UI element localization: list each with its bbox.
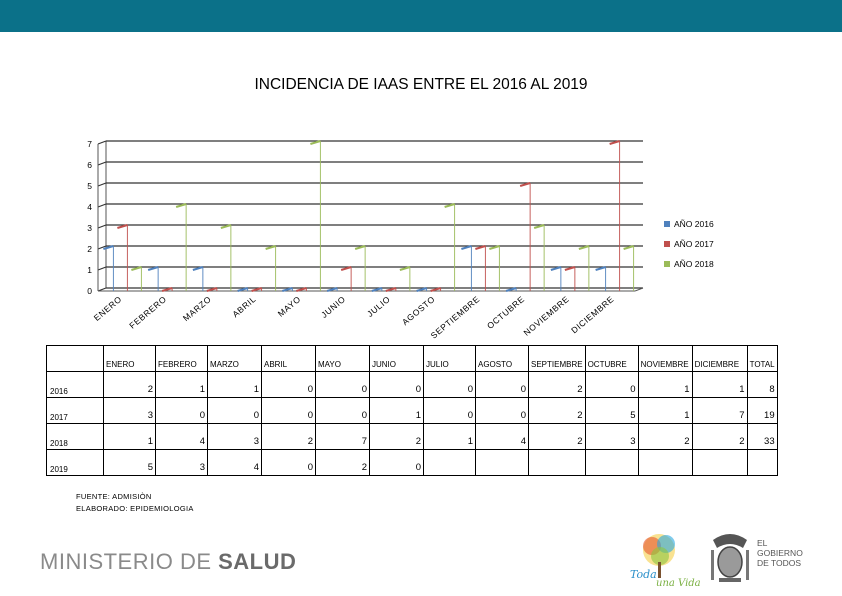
table-header-cell: AGOSTO	[476, 346, 529, 372]
table-cell: 1	[692, 372, 747, 398]
table-cell: 2	[370, 424, 424, 450]
x-tick-label: DICIEMBRE	[569, 293, 616, 336]
table-header-cell: OCTUBRE	[585, 346, 638, 372]
table-row	[47, 450, 778, 476]
y-tick-label: 7	[87, 139, 92, 149]
table-row	[47, 372, 778, 398]
y-tick-label: 0	[87, 286, 92, 296]
table-cell: 2	[316, 450, 370, 476]
table-header-cell: ABRIL	[262, 346, 316, 372]
y-tick-label: 2	[87, 244, 92, 254]
x-tick-label: JUNIO	[319, 293, 348, 320]
gridline-depth	[98, 141, 106, 144]
legend-swatch-2017	[664, 241, 670, 247]
table-header-cell: DICIEMBRE	[692, 346, 747, 372]
table-header-row	[47, 346, 778, 372]
table-cell: 33	[747, 424, 777, 450]
table-cell: 4	[208, 450, 262, 476]
gridline-depth	[98, 183, 106, 186]
table-cell	[692, 450, 747, 476]
legend-item-2018	[664, 254, 714, 274]
table-cell: 0	[476, 372, 529, 398]
toda-una-vida-logo	[626, 530, 701, 589]
legend-swatch-2018	[664, 261, 670, 267]
legend-label-2018: AÑO 2018	[674, 259, 714, 269]
x-tick-label: MARZO	[180, 293, 214, 324]
legend-item-2016	[664, 214, 714, 234]
table-cell: 0	[476, 398, 529, 424]
x-tick-label: SEPTIEMBRE	[428, 293, 482, 341]
table-cell	[529, 450, 586, 476]
table-cell: 3	[156, 450, 208, 476]
table-cell: 0	[424, 398, 476, 424]
table-cell: 0	[208, 398, 262, 424]
legend-label-2017: AÑO 2017	[674, 239, 714, 249]
table-cell: 8	[747, 372, 777, 398]
table-cell: 0	[262, 372, 316, 398]
table-cell: 0	[262, 398, 316, 424]
y-tick-label: 1	[87, 265, 92, 275]
x-tick-label: JULIO	[364, 293, 393, 319]
table-row	[47, 398, 778, 424]
table-cell: 7	[316, 424, 370, 450]
table-cell: 19	[747, 398, 777, 424]
table-cell: 1	[638, 398, 692, 424]
gridline-depth	[98, 225, 106, 228]
table-cell: 4	[476, 424, 529, 450]
table-cell: 2	[529, 398, 586, 424]
gridline-depth	[98, 162, 106, 165]
table-header-cell: NOVIEMBRE	[638, 346, 692, 372]
table-header-cell: MARZO	[208, 346, 262, 372]
y-tick-label: 4	[87, 202, 92, 212]
table-row-label: 2017	[47, 398, 104, 424]
table-header-cell: MAYO	[316, 346, 370, 372]
logo1-text-2: una Vida	[656, 578, 701, 589]
table-cell: 1	[104, 424, 156, 450]
gobierno-de-todos-logo	[757, 538, 803, 568]
logo1-text-1: Toda	[630, 568, 657, 581]
gov-line-2: GOBIERNO	[757, 548, 803, 558]
y-tick-label: 3	[87, 223, 92, 233]
table-cell: 2	[529, 372, 586, 398]
table-cell: 2	[104, 372, 156, 398]
table-cell: 0	[370, 450, 424, 476]
table-cell	[585, 450, 638, 476]
table-header-cell: ENERO	[104, 346, 156, 372]
source-notes	[76, 491, 194, 515]
legend-item-2017	[664, 234, 714, 254]
gov-line-3: DE TODOS	[757, 558, 802, 568]
chart-legend	[664, 214, 714, 274]
x-tick-label: NOVIEMBRE	[521, 293, 572, 338]
table-header-cell: JUNIO	[370, 346, 424, 372]
x-tick-label: AGOSTO	[399, 293, 437, 328]
ministry-name-bold: SALUD	[218, 549, 297, 574]
table-cell: 1	[638, 372, 692, 398]
source-line: FUENTE: ADMISIÒN	[76, 492, 152, 501]
table-cell: 1	[424, 424, 476, 450]
x-tick-label: MAYO	[275, 293, 303, 319]
table-header-cell: TOTAL	[747, 346, 777, 372]
table-corner-cell	[47, 346, 104, 372]
gridline-depth	[98, 267, 106, 270]
x-tick-label: ABRIL	[230, 293, 258, 320]
x-tick-label: ENERO	[91, 293, 124, 323]
table-cell: 2	[692, 424, 747, 450]
table-cell: 2	[529, 424, 586, 450]
table-cell: 0	[316, 372, 370, 398]
legend-swatch-2016	[664, 221, 670, 227]
table-cell: 7	[692, 398, 747, 424]
table-cell: 0	[585, 372, 638, 398]
table-row-label: 2018	[47, 424, 104, 450]
y-tick-label: 5	[87, 181, 92, 191]
table-cell: 0	[156, 398, 208, 424]
table-cell: 2	[638, 424, 692, 450]
elaborated-line: ELABORADO: EPIDEMIOLOGIA	[76, 504, 194, 513]
table-cell: 0	[370, 372, 424, 398]
chart-title: INCIDENCIA DE IAAS ENTRE EL 2016 AL 2019	[254, 76, 588, 93]
table-cell: 4	[156, 424, 208, 450]
table-cell: 2	[262, 424, 316, 450]
table-row-label: 2019	[47, 450, 104, 476]
x-tick-label: OCTUBRE	[484, 293, 527, 331]
table-cell: 1	[156, 372, 208, 398]
table-header-cell: FEBRERO	[156, 346, 208, 372]
ecuador-coat-of-arms	[705, 530, 755, 586]
table-cell	[638, 450, 692, 476]
table-cell: 1	[370, 398, 424, 424]
table-cell: 1	[208, 372, 262, 398]
ministry-name: MINISTERIO DE	[40, 549, 219, 574]
y-tick-label: 6	[87, 160, 92, 170]
ministry-logo	[40, 549, 296, 575]
table-cell: 5	[585, 398, 638, 424]
table-cell	[747, 450, 777, 476]
table-cell: 0	[262, 450, 316, 476]
table-cell: 5	[104, 450, 156, 476]
table-cell: 3	[585, 424, 638, 450]
table-row-label: 2016	[47, 372, 104, 398]
table-cell	[424, 450, 476, 476]
legend-label-2016: AÑO 2016	[674, 219, 714, 229]
x-tick-label: FEBRERO	[127, 293, 169, 331]
table-cell: 3	[104, 398, 156, 424]
table-cell: 0	[316, 398, 370, 424]
table-row	[47, 424, 778, 450]
table-cell: 0	[424, 372, 476, 398]
incidence-table	[46, 345, 778, 476]
gov-line-1: EL	[757, 538, 768, 548]
table-header-cell: SEPTIEMBRE	[529, 346, 586, 372]
table-cell: 3	[208, 424, 262, 450]
table-header-cell: JULIO	[424, 346, 476, 372]
gridline-depth	[98, 204, 106, 207]
table-cell	[476, 450, 529, 476]
